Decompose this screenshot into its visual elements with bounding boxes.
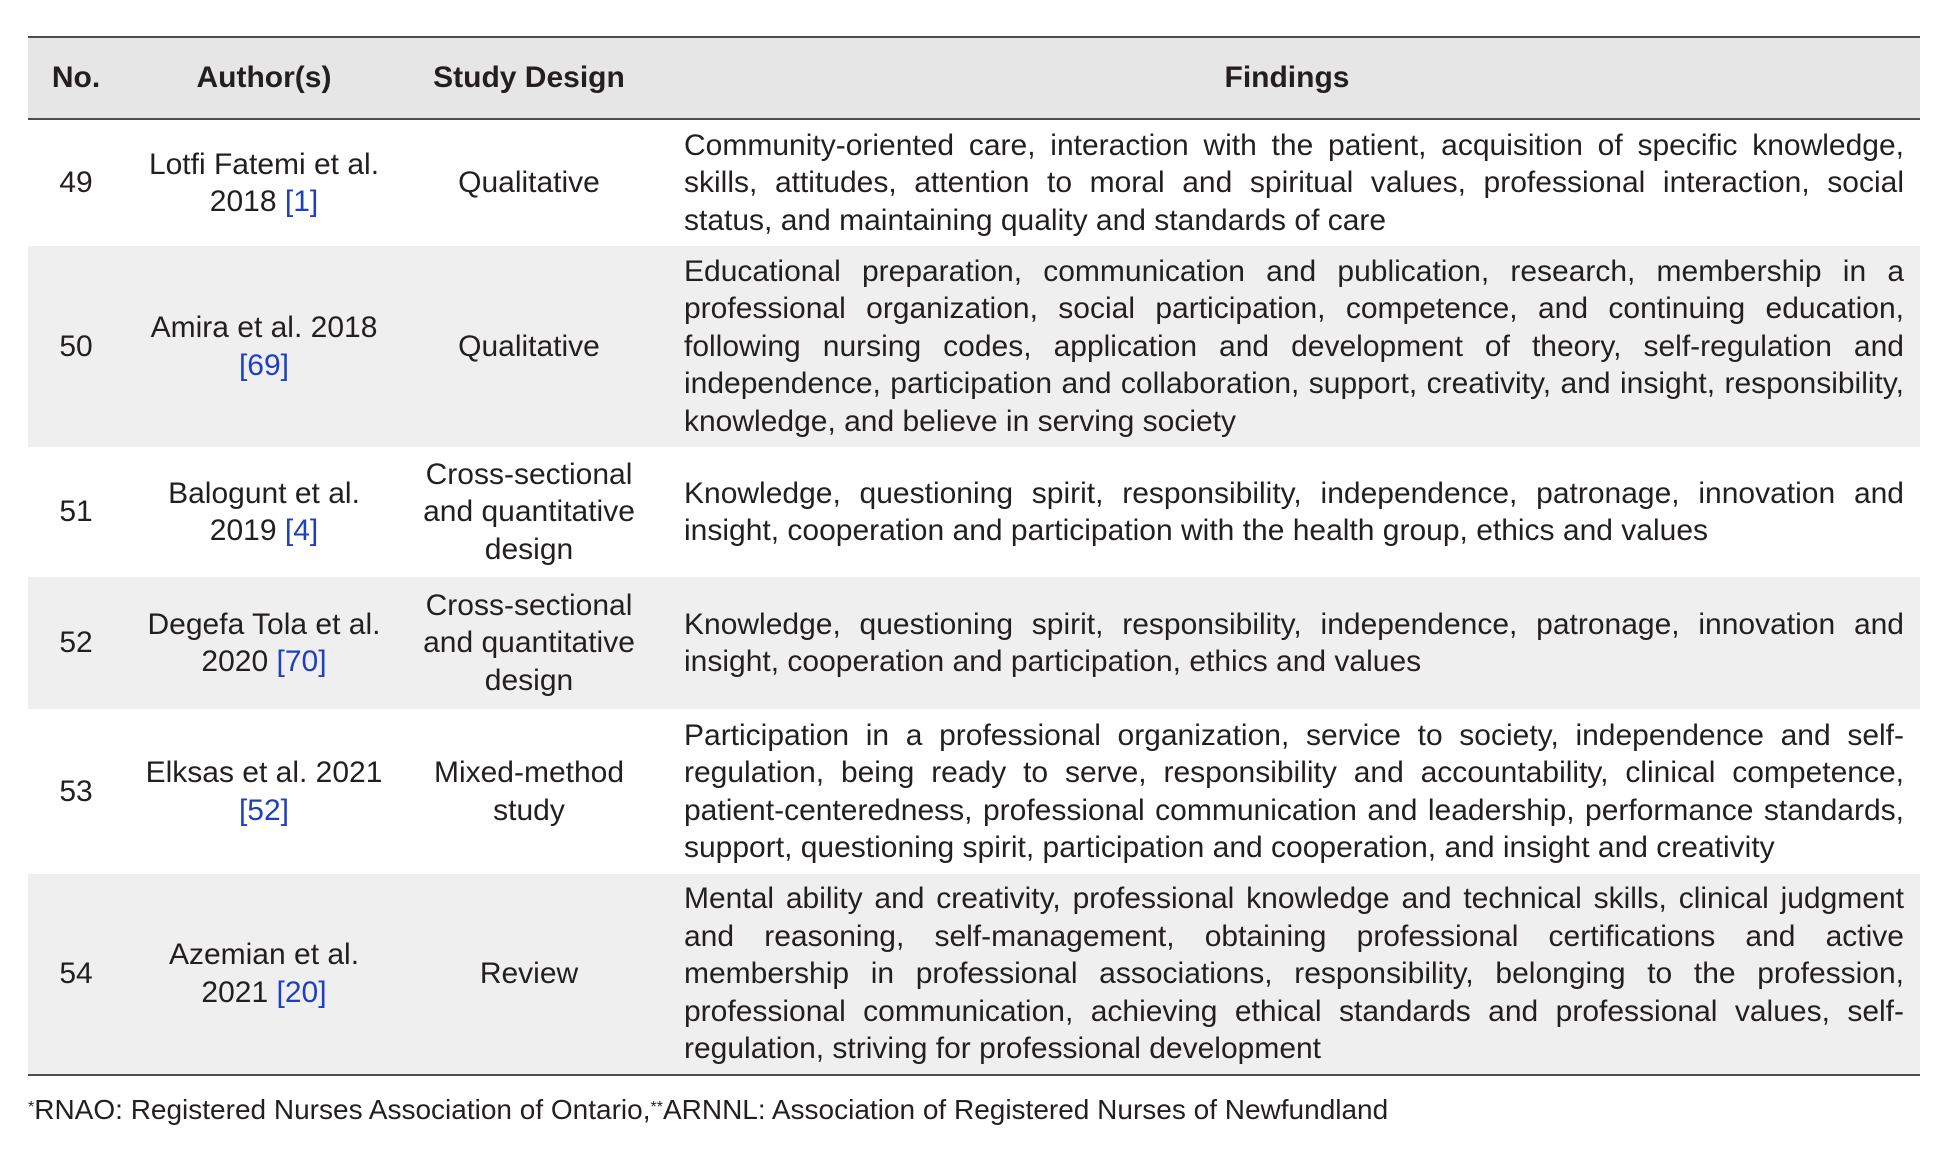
table-body xyxy=(28,119,1920,1075)
header-no: No. xyxy=(28,37,124,119)
row-number: 52 xyxy=(59,626,93,660)
row-findings: Mental ability and creativity, professional knowledge and technical skills, clinical judgment and reasoning, self-management, obtaining professional certifications and active membership in professional associations, responsibility, belonging to the profession, professional communication, achieving ethical standards and professional values, self-regulation, striving for professional development xyxy=(654,874,1920,1075)
row-study-design: Qualitative xyxy=(458,329,600,363)
author-text: Amira et al. 2018 xyxy=(150,311,378,344)
row-study-design: Mixed-method study xyxy=(433,756,625,827)
table-row xyxy=(28,119,1920,246)
row-study-design: Cross-sectional and quantitative design xyxy=(423,588,635,697)
table-row xyxy=(28,246,1920,447)
row-number: 49 xyxy=(59,166,93,200)
row-author xyxy=(124,246,404,447)
row-number: 54 xyxy=(28,874,124,1075)
reference-link[interactable]: [20] xyxy=(276,975,327,1009)
table-footnote xyxy=(28,1093,1388,1127)
table-row xyxy=(28,577,1920,709)
footnote-rnao: RNAO: Registered Nurses Association of Ontario, xyxy=(34,1094,651,1125)
footnote-arnnl: ARNNL: Association of Registered Nurses of Newfundland xyxy=(662,1094,1389,1125)
reference-link[interactable]: [1] xyxy=(284,185,319,218)
table-header xyxy=(28,37,1920,119)
author-text: Lotfi Fatemi et al. 2018 xyxy=(148,147,380,218)
row-author xyxy=(124,447,404,577)
reference-link[interactable]: [69] xyxy=(238,348,290,382)
author-text: Azemian et al. 2021 xyxy=(168,938,360,1009)
table-container xyxy=(28,36,1920,1076)
row-number: 51 xyxy=(59,495,93,529)
table-row xyxy=(28,874,1920,1075)
row-findings: Participation in a professional organization, service to society, independence and self-regulation, being ready to serve, responsibility and accountability, clinical competence, patient-centeredness, professional communication and leadership, performance standards, support, questioning spirit, participation and cooperation, and insight and creativity xyxy=(684,718,1904,864)
header-authors: Author(s) xyxy=(124,37,404,119)
row-number: 50 xyxy=(59,329,93,363)
row-author xyxy=(124,119,404,246)
header-findings: Findings xyxy=(654,37,1920,119)
footnote-mark-single: * xyxy=(28,1099,35,1116)
table-row xyxy=(28,709,1920,874)
row-findings: Educational preparation, communication and publication, research, membership in a professional organization, social participation, competence, and continuing education, following nursing codes, application and development of theory, self-regulation and independence, participation and collaboration, support, creativity, and insight, responsibility, knowledge, and believe in serving society xyxy=(684,254,1904,438)
header-study-design: Study Design xyxy=(404,37,654,119)
reference-link[interactable]: [70] xyxy=(276,645,327,678)
row-findings: Community-oriented care, interaction with the patient, acquisition of specific knowledge, skills, attitudes, attention to moral and spiritual values, professional interaction, social status, and maintaining quality and standards of care xyxy=(684,128,1904,237)
row-author xyxy=(124,709,404,874)
footnote-mark-double: ** xyxy=(650,1099,663,1116)
header-row xyxy=(28,37,1920,119)
row-author xyxy=(124,577,404,709)
studies-table xyxy=(28,36,1920,1076)
row-author xyxy=(124,874,404,1075)
row-findings: Knowledge, questioning spirit, responsibility, independence, patronage, innovation and insight, cooperation and participation with the health group, ethics and values xyxy=(684,476,1904,547)
row-study-design: Cross-sectional and quantitative design xyxy=(423,457,635,566)
row-number: 53 xyxy=(59,774,93,808)
row-findings: Knowledge, questioning spirit, responsibility, independence, patronage, innovation and insight, cooperation and participation, ethics and values xyxy=(684,607,1904,678)
row-study-design: Review xyxy=(404,874,654,1075)
author-text: Balogunt et al. 2019 xyxy=(168,476,360,547)
reference-link[interactable]: [4] xyxy=(284,514,319,547)
author-text: Elksas et al. 2021 xyxy=(145,756,383,789)
author-text: Degefa Tola et al. 2020 xyxy=(147,607,381,678)
reference-link[interactable]: [52] xyxy=(238,793,290,827)
row-study-design: Qualitative xyxy=(458,166,600,200)
table-row xyxy=(28,447,1920,577)
